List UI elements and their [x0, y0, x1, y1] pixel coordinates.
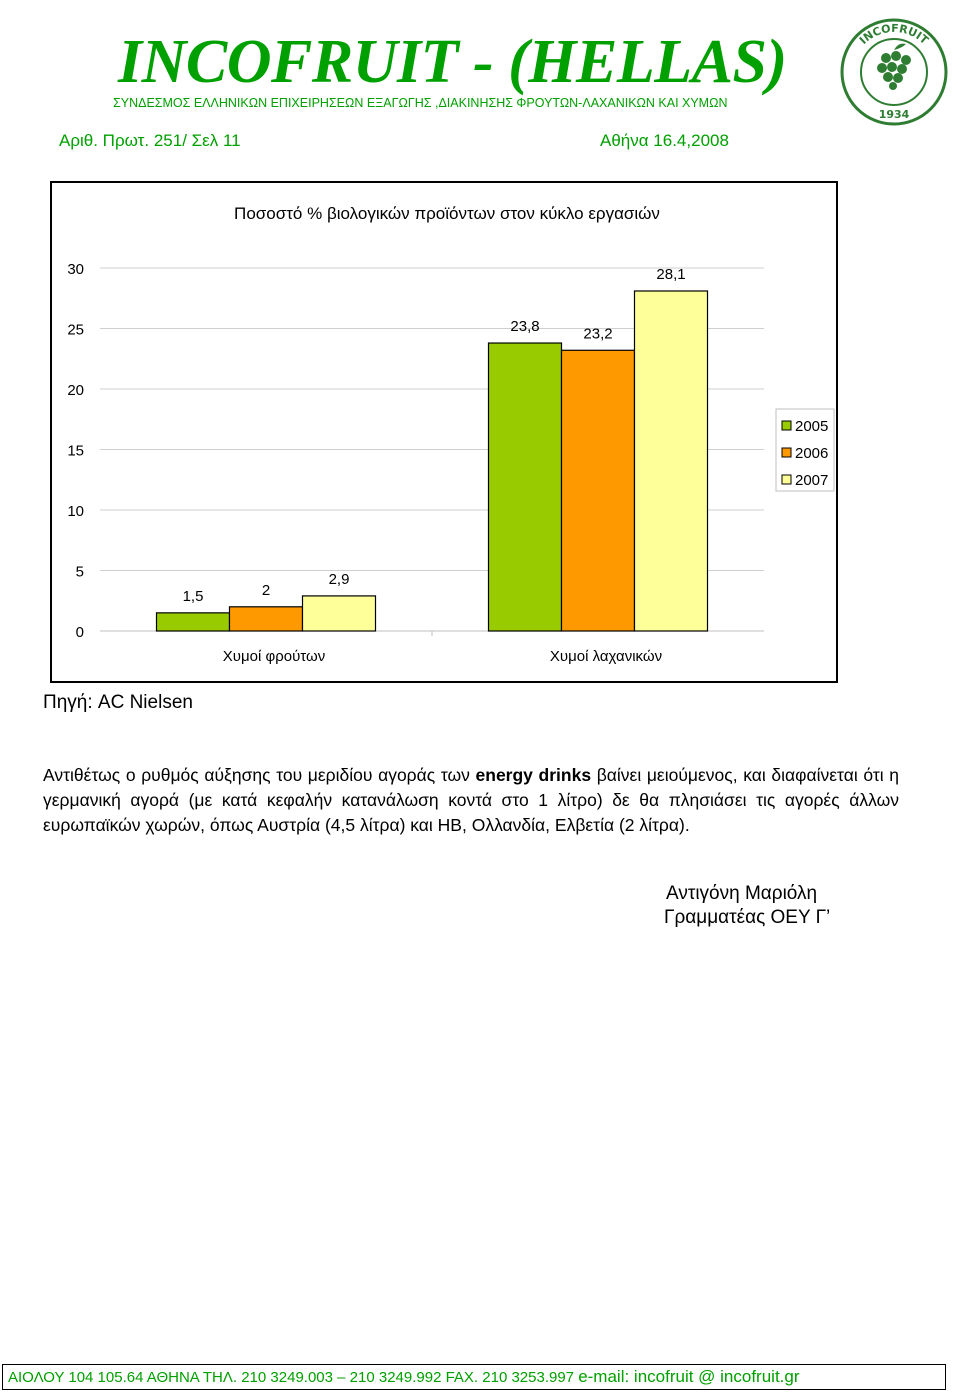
body-text-start: Αντιθέτως ο ρυθμός αύξησης του μεριδίου αγοράς των — [43, 765, 476, 785]
x-tick-label: Χυμοί φρούτων — [222, 648, 326, 665]
signature-role: Γραμματέας ΟΕΥ Γ’ — [664, 907, 831, 928]
reference-number: Αριθ. Πρωτ. 251/ Σελ 11 — [59, 131, 241, 150]
document-date: Αθήνα 16.4,2008 — [600, 131, 729, 150]
y-tick-label: 25 — [67, 321, 84, 339]
chart-frame — [50, 181, 838, 683]
data-label: 2 — [261, 581, 271, 599]
y-tick-label: 20 — [67, 382, 84, 399]
data-label: 23,2 — [583, 325, 613, 343]
legend-entry: 2007 — [795, 472, 829, 489]
data-label: 28,1 — [656, 265, 686, 283]
footer-email[interactable]: e-mail: incofruit @ incofruit.gr — [578, 1367, 800, 1386]
signature-name: Αντιγόνη Μαριόλη — [666, 883, 818, 904]
bar-2007-1 — [635, 291, 708, 631]
data-label: 2,9 — [328, 570, 350, 588]
y-tick-label: 10 — [67, 503, 84, 520]
legend-entry: 2005 — [795, 418, 829, 435]
legend-swatch-2007 — [782, 475, 791, 484]
bar-2006-0 — [230, 607, 303, 631]
footer-address: ΑΙΟΛΟΥ 104 105.64 ΑΘΗΝΑ ΤΗΛ. 210 3249.003 – 210 3249.992 FAX. 210 3253.997 — [8, 1369, 579, 1386]
x-tick-label: Χυμοί λαχανικών — [549, 648, 663, 665]
incofruit-logo — [836, 16, 952, 128]
y-tick-label: 30 — [67, 261, 84, 278]
logo-year: 1934 — [878, 108, 910, 121]
y-tick-label: 5 — [75, 563, 84, 581]
bar-2005-0 — [157, 613, 230, 631]
bar-2007-0 — [303, 596, 376, 631]
data-label: 1,5 — [182, 587, 204, 605]
legend-entry: 2006 — [795, 445, 829, 462]
legend-swatch-2006 — [782, 448, 791, 457]
y-tick-label: 15 — [67, 442, 84, 460]
bar-2006-1 — [562, 350, 635, 631]
chart-title: Ποσοστό % βιολογικών προϊόντων στον κύκλο εργασιών — [234, 204, 660, 223]
logo-text: INCOFRUIT — [856, 21, 931, 47]
body-text-end: βαίνει μειούμενος, και διαφαίνεται ότι η γερμανική αγορά (με κατά κεφαλήν κατανάλωση κοντά στο 1 λίτρο) δε θα πλησιάσει τις αγορές άλλων ευρωπαϊκών χωρών, όπως Αυστρία (4,5 λίτρα) και ΗΒ, Ολλανδία, Ελβετία (2 λίτρα). — [43, 765, 899, 835]
footer-contact — [2, 1364, 946, 1390]
body-paragraph — [43, 763, 899, 838]
source-note: Πηγή: AC Nielsen — [43, 692, 193, 713]
bar-2005-1 — [489, 343, 562, 631]
brand-subtitle: ΣΥΝΔΕΣΜΟΣ ΕΛΛΗΝΙΚΩΝ ΕΠΙΧΕΙΡΗΣΕΩΝ ΕΞΑΓΩΓΗΣ ,ΔΙΑΚΙΝΗΣΗΣ ΦΡΟΥΤΩΝ-ΛΑΧΑΝΙΚΩΝ ΚΑΙ ΧΥΜΩΝ — [113, 96, 728, 110]
body-text-emphasis: energy drinks — [475, 765, 592, 785]
legend-swatch-2005 — [782, 421, 791, 430]
y-tick-label: 0 — [75, 624, 84, 641]
brand-title: INCOFRUIT - (HELLAS) — [118, 28, 787, 96]
data-label: 23,8 — [510, 318, 540, 336]
organic-share-chart — [52, 183, 840, 685]
